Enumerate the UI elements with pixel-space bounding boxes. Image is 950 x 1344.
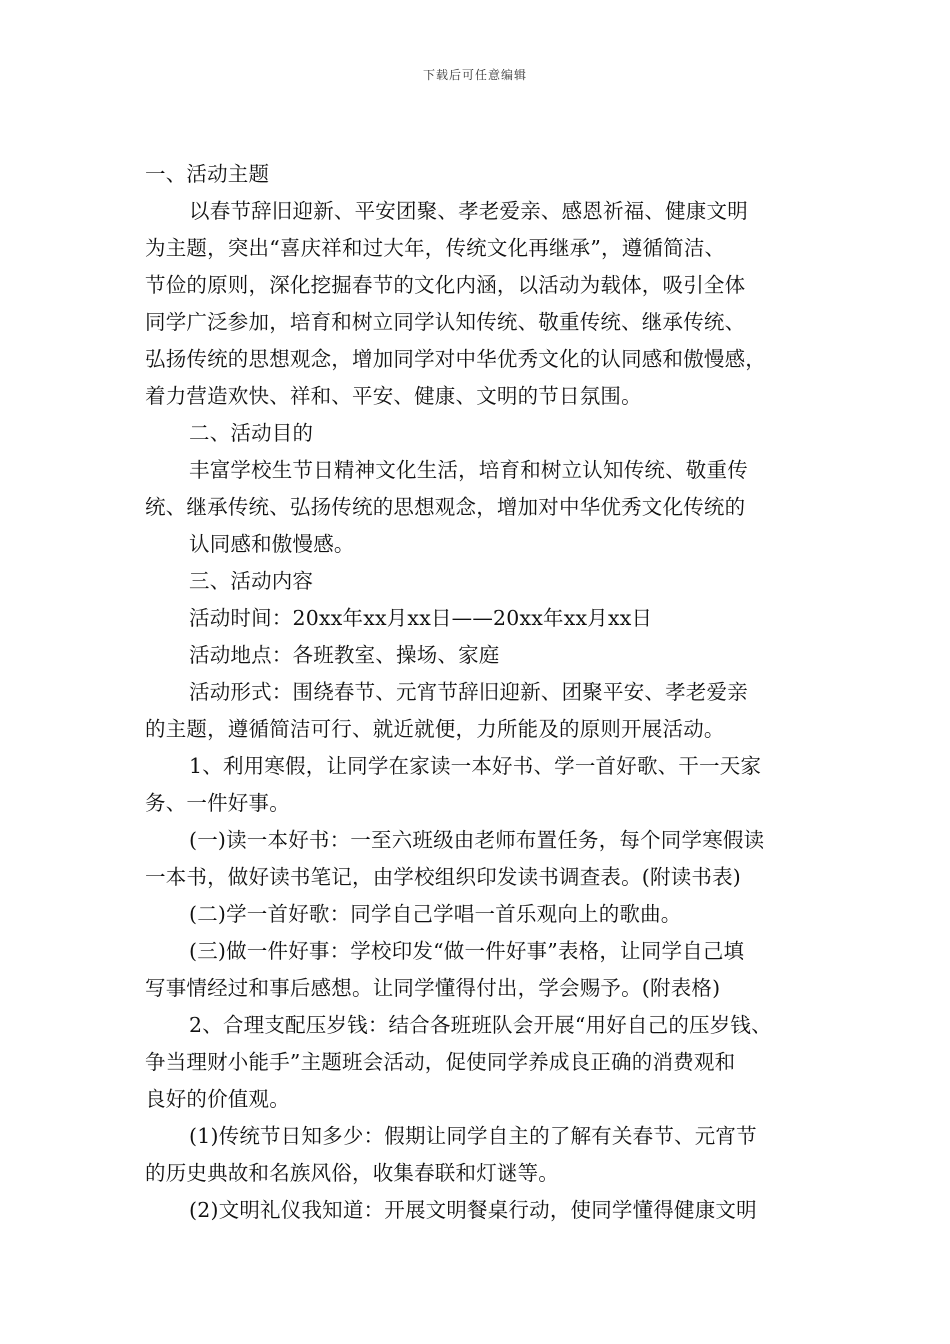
paragraph-line: 节俭的原则，深化挖掘春节的文化内涵，以活动为载体，吸引全体: [145, 273, 746, 297]
paragraph-line: (1)传统节日知多少：假期让同学自主的了解有关春节、元宵节: [189, 1124, 757, 1148]
paragraph-line: 务、一件好事。: [145, 791, 290, 815]
paragraph-line: 1、利用寒假，让同学在家读一本好书、学一首好歌、干一天家: [189, 754, 762, 778]
page-header: 下载后可任意编辑: [422, 68, 527, 82]
paragraph-line: 着力营造欢快、祥和、平安、健康、文明的节日氛围。: [145, 384, 642, 408]
paragraph-line: (三)做一件好事：学校印发“做一件好事”表格，让同学自己填: [189, 939, 745, 963]
section-heading: 二、活动目的: [189, 421, 314, 445]
section-heading: 一、活动主题: [145, 162, 270, 186]
paragraph-line: 2、合理支配压岁钱：结合各班班队会开展“用好自己的压岁钱、: [189, 1013, 772, 1037]
paragraph-line: (二)学一首好歌：同学自己学唱一首乐观向上的歌曲。: [189, 902, 682, 926]
paragraph-line: 以春节辞旧迎新、平安团聚、孝老爱亲、感恩祈福、健康文明: [189, 199, 748, 223]
paragraph-line: 丰富学校生节日精神文化生活，培育和树立认知传统、敬重传: [189, 458, 748, 482]
document-body: [145, 156, 825, 1229]
paragraph-line: 同学广泛参加，培育和树立同学认知传统、敬重传统、继承传统、: [145, 310, 746, 334]
paragraph-line: (一)读一本好书：一至六班级由老师布置任务，每个同学寒假读: [189, 828, 765, 852]
paragraph-line: 弘扬传统的思想观念，增加同学对中华优秀文化的认同感和傲慢感，: [145, 347, 766, 371]
paragraph-line: 的主题，遵循简洁可行、就近就便，力所能及的原则开展活动。: [145, 717, 725, 741]
paragraph-line: 活动形式：围绕春节、元宵节辞旧迎新、团聚平安、孝老爱亲: [189, 680, 748, 704]
paragraph-line: 活动时间：20xx年xx月xx日——20xx年xx月xx日: [189, 606, 653, 630]
paragraph-line: 一本书，做好读书笔记，由学校组织印发读书调查表。(附读书表): [145, 865, 741, 889]
paragraph-line: 争当理财小能手”主题班会活动，促使同学养成良正确的消费观和: [145, 1050, 736, 1074]
paragraph-line: 的历史典故和名族风俗，收集春联和灯谜等。: [145, 1161, 559, 1185]
paragraph-line: 良好的价值观。: [145, 1087, 290, 1111]
paragraph-line: (2)文明礼仪我知道：开展文明餐桌行动，使同学懂得健康文明: [189, 1198, 757, 1222]
paragraph-line: 活动地点：各班教室、操场、家庭: [189, 643, 500, 667]
paragraph-line: 为主题，突出“喜庆祥和过大年，传统文化再继承”，遵循简洁、: [145, 236, 726, 260]
paragraph-line: 写事情经过和事后感想。让同学懂得付出，学会赐予。(附表格): [145, 976, 721, 1000]
section-heading: 三、活动内容: [189, 569, 314, 593]
paragraph-line: 统、继承传统、弘扬传统的思想观念，增加对中华优秀文化传统的: [145, 495, 746, 519]
paragraph-line: 认同感和傲慢感。: [189, 532, 355, 556]
